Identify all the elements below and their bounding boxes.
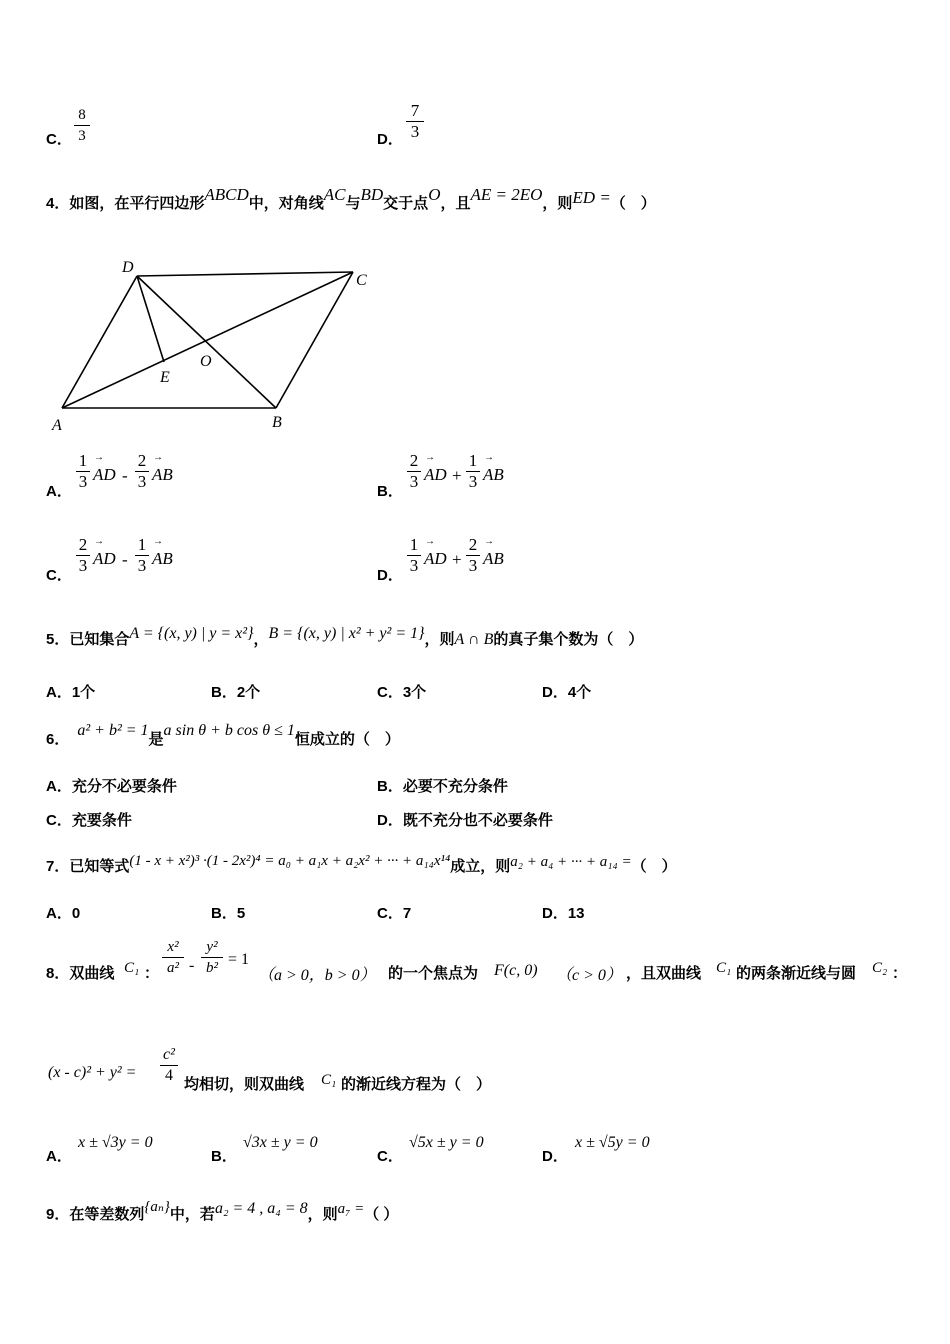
q6-option-c[interactable]: C．充要条件 <box>46 812 132 829</box>
vector-ad: → AD <box>93 549 116 569</box>
vector-ab: → AB <box>152 465 173 485</box>
fraction: 8 3 <box>74 106 90 145</box>
diagonal-ac <box>62 272 353 408</box>
fraction: 2 3 <box>76 536 90 575</box>
option-label: A． <box>46 1148 72 1165</box>
label-a: A <box>52 417 62 434</box>
fraction: 7 3 <box>406 102 424 141</box>
fraction: x² a² <box>162 938 184 977</box>
question-9-stem: 9．在等差数列{aₙ}中，若a₂ = 4 , a₄ = 8，则a₇ =（ ） <box>46 1199 399 1223</box>
edge-dc <box>137 272 353 276</box>
vector-ab: → AB <box>152 549 173 569</box>
option-label: D． <box>542 1148 568 1165</box>
vector-ab: → AB <box>483 465 504 485</box>
q6-option-b[interactable]: B．必要不充分条件 <box>377 778 508 795</box>
option-label: B． <box>211 1148 237 1165</box>
option-label: A． <box>46 483 72 500</box>
fraction: 1 3 <box>135 536 149 575</box>
operator: - <box>122 550 128 569</box>
label-d: D <box>122 259 134 276</box>
option-label: B． <box>377 483 403 500</box>
fraction: 2 3 <box>135 452 149 491</box>
operator: + <box>452 466 462 485</box>
label-c: C <box>356 272 367 289</box>
question-7-stem: 7．已知等式(1 - x + x²)³ ·(1 - 2x²)⁴ = a₀ + a₁x + a₂x² + ··· + a₁₄x¹⁴成立，则a₂ + a₄ + ··· + a₁₄ =（ ） <box>46 853 677 875</box>
fraction: 1 3 <box>76 452 90 491</box>
q5-option-a[interactable]: A．1个 <box>46 684 96 701</box>
q6-option-d[interactable]: D．既不充分也不必要条件 <box>377 812 553 829</box>
option-label: D． <box>377 567 403 584</box>
q5-option-b[interactable]: B．2个 <box>211 684 261 701</box>
option-text: x ± √5y = 0 <box>575 1134 650 1151</box>
q7-option-c[interactable]: C．7 <box>377 905 412 922</box>
vector-ad: → AD <box>424 549 447 569</box>
q5-option-d[interactable]: D．4个 <box>542 684 592 701</box>
option-text: √5x ± y = 0 <box>409 1134 484 1151</box>
fraction: y² b² <box>201 938 223 977</box>
label-b: B <box>272 414 282 431</box>
label-o: O <box>200 353 212 370</box>
fraction: 1 3 <box>466 452 480 491</box>
question-6-stem: 6．a² + b² = 1是a sin θ + b cos θ ≤ 1恒成立的（ ） <box>46 722 400 748</box>
edge-ad <box>62 276 137 408</box>
vector-ad: → AD <box>93 465 116 485</box>
option-text: √3x ± y = 0 <box>243 1134 318 1151</box>
question-4-stem: 4．如图，在平行四边形ABCD中，对角线AC与BD交于点O，且AE = 2EO，则ED =（ ） <box>46 185 656 212</box>
option-label: D． <box>377 131 403 148</box>
q6-option-a[interactable]: A．充分不必要条件 <box>46 778 177 795</box>
option-text: x ± √3y = 0 <box>78 1134 153 1151</box>
option-label: C． <box>377 1148 403 1165</box>
vector-ad: → AD <box>424 465 447 485</box>
fraction: c² 4 <box>160 1046 178 1085</box>
q7-option-b[interactable]: B．5 <box>211 905 246 922</box>
label-e: E <box>160 369 170 386</box>
fraction: 2 3 <box>407 452 421 491</box>
operator: - <box>122 466 128 485</box>
option-label: C． <box>46 131 72 148</box>
fraction: 1 3 <box>407 536 421 575</box>
option-label: C． <box>46 567 72 584</box>
question-5-stem: 5．已知集合A = {(x, y) | y = x²}，B = {(x, y) | x² + y² = 1}，则A ∩ B的真子集个数为（ ） <box>46 625 644 648</box>
edge-cb <box>276 272 353 408</box>
parallelogram-figure <box>40 250 380 440</box>
fraction: 2 3 <box>466 536 480 575</box>
vector-ab: → AB <box>483 549 504 569</box>
operator: + <box>452 550 462 569</box>
q7-option-a[interactable]: A．0 <box>46 905 81 922</box>
q7-option-d[interactable]: D．13 <box>542 905 585 922</box>
q5-option-c[interactable]: C．3个 <box>377 684 427 701</box>
